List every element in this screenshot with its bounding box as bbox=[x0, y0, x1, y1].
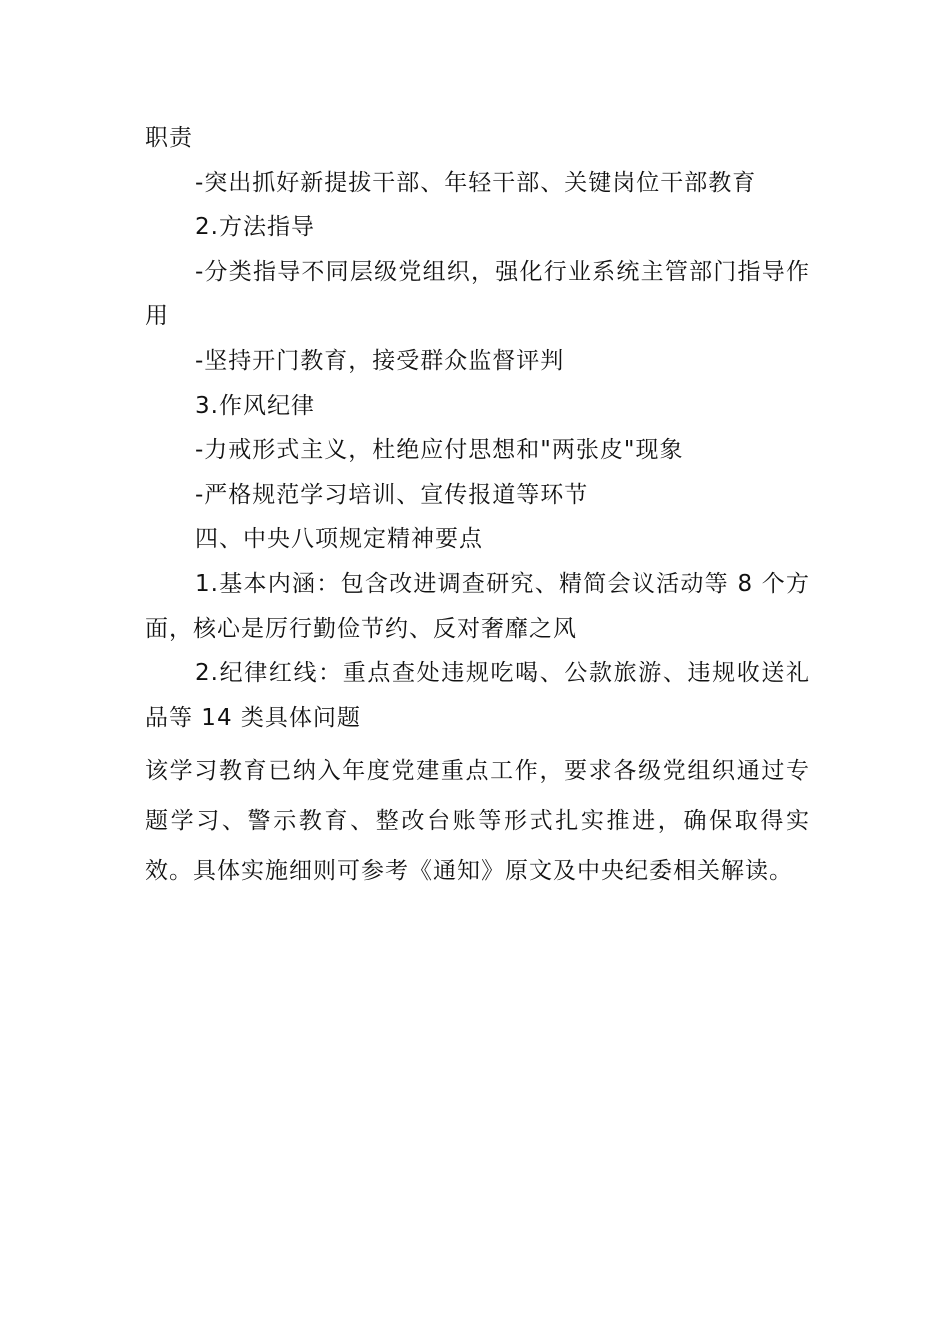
paragraph-classified-guidance: -分类指导不同层级党组织，强化行业系统主管部门指导作用 bbox=[145, 258, 810, 330]
paragraph-closing: 该学习教育已纳入年度党建重点工作，要求各级党组织通过专题学习、警示教育、整改台账等形式扎实推进，确保取得实效。具体实施细则可参考《通知》原文及中央纪委相关解读。 bbox=[145, 758, 810, 885]
paragraph-basic-meaning: 1.基本内涵：包含改进调查研究、精简会议活动等 8 个方面，核心是厉行勤俭节约、反对奢靡之风 bbox=[145, 570, 810, 642]
paragraph-duty-tail: 职责 bbox=[145, 125, 193, 151]
heading-work-style: 3.作风纪律 bbox=[195, 392, 315, 419]
paragraph-discipline-redline: 2.纪律红线：重点查处违规吃喝、公款旅游、违规收送礼品等 14 类具体问题 bbox=[145, 660, 810, 731]
paragraph-standardize-training: -严格规范学习培训、宣传报道等环节 bbox=[195, 481, 589, 508]
section-heading-eight-rules: 四、中央八项规定精神要点 bbox=[195, 526, 483, 553]
heading-method-guidance: 2.方法指导 bbox=[195, 214, 315, 241]
paragraph-formalism: -力戒形式主义，杜绝应付思想和"两张皮"现象 bbox=[195, 437, 684, 464]
paragraph-key-cadres: -突出抓好新提拔干部、年轻干部、关键岗位干部教育 bbox=[195, 169, 757, 196]
document-body bbox=[145, 116, 810, 896]
paragraph-open-education: -坚持开门教育，接受群众监督评判 bbox=[195, 347, 565, 374]
